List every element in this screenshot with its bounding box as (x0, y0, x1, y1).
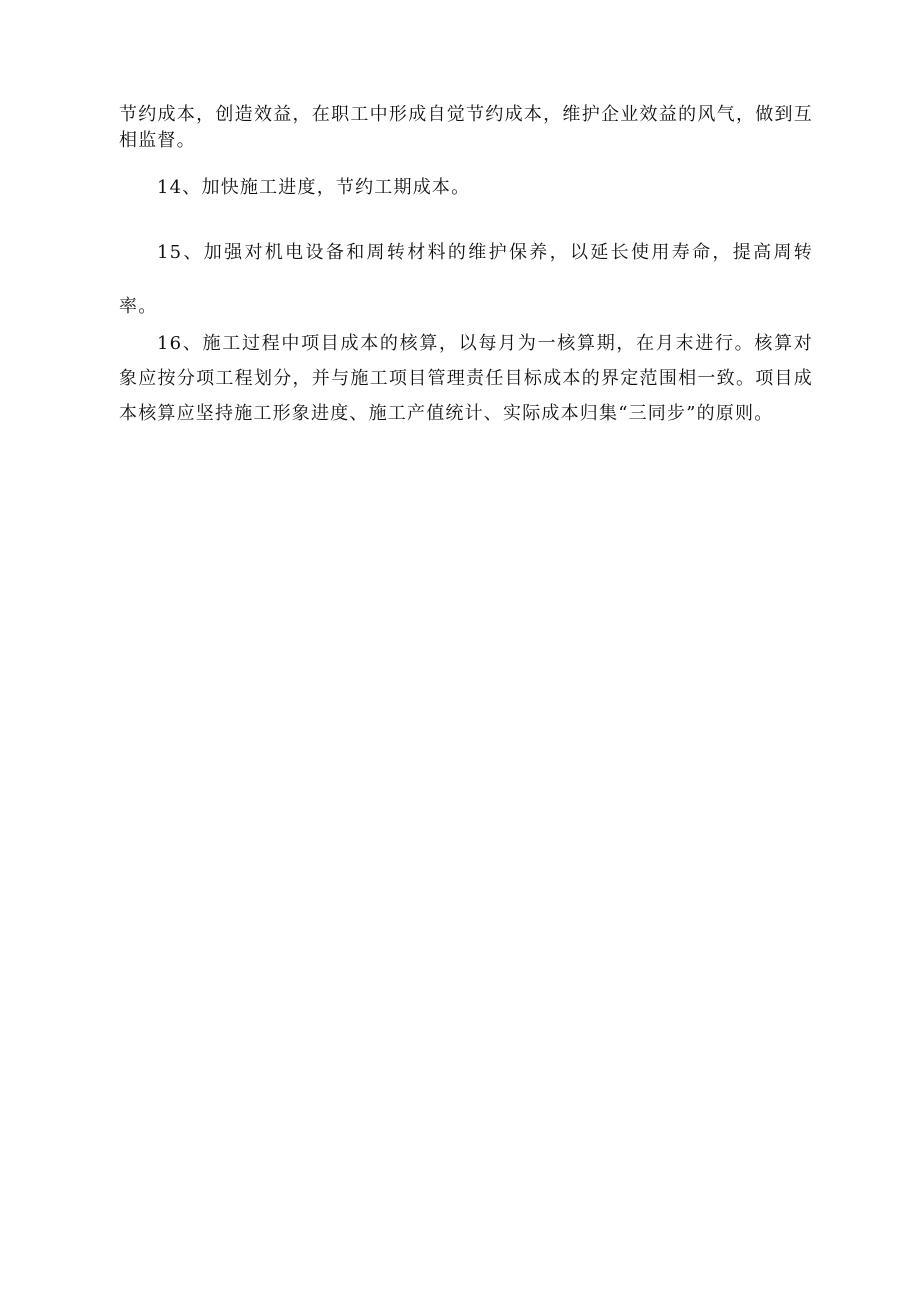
paragraph-item-14: 14、加快施工进度，节约工期成本。 (157, 177, 471, 198)
paragraph-item-15: 15、加强对机电设备和周转材料的维护保养，以延长使用寿命，提高周转率。 (119, 242, 813, 317)
paragraph-cost-saving: 节约成本，创造效益，在职工中形成自觉节约成本，维护企业效益的风气，做到互相监督。 (119, 104, 813, 151)
paragraph-item-16: 16、施工过程中项目成本的核算，以每月为一核算期，在月末进行。核算对象应按分项工程划分，并与施工项目管理责任目标成本的界定范围相一致。项目成本核算应坚持施工形象进度、施工产值统计、实际成本归集“三同步”的原则。 (119, 333, 813, 424)
